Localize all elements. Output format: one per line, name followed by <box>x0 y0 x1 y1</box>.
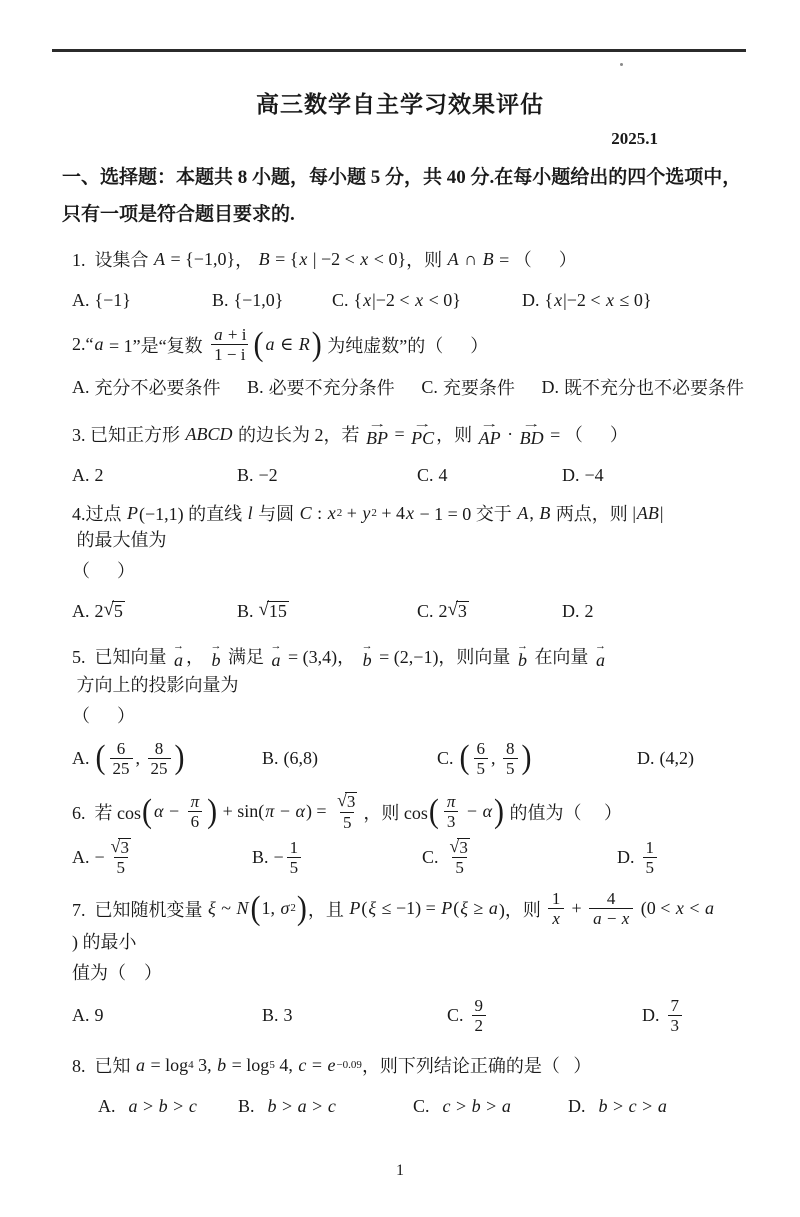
option-label: A. <box>72 376 90 397</box>
option-label: B. <box>247 376 264 397</box>
question-5-option-c: C. ( $\frac{6}{5}$ , $\frac{8}{5}$ ) <box>437 738 532 778</box>
option-label: C. <box>422 847 439 867</box>
question-2-option-b: B. 必要不充分条件 <box>247 376 395 399</box>
option-label: A. <box>72 289 90 310</box>
question-6-option-b: B. − $\frac{1}{5}$ <box>252 838 422 877</box>
question-6-option-c: C. √ 3 5 <box>422 835 468 878</box>
question-5-option-a: A. ( $\frac{6}{25}$ , $\frac{8}{25}$ ) <box>72 738 185 778</box>
question-7-option-a: A. 9 <box>72 1005 104 1026</box>
question-1-options <box>72 283 744 317</box>
option-label: A. <box>72 747 90 768</box>
option-label: B. <box>262 1005 279 1026</box>
question-3-stem-line-1: 3. 已知正方形 ABCD 的边长为 2，若 → BP = → PC ，则 → AP · → BD = （ ） <box>72 417 628 448</box>
section-header <box>62 159 742 233</box>
question-8-option-a: A. a > b > c <box>98 1095 197 1116</box>
question-1 <box>72 241 744 317</box>
question-6 <box>72 789 744 878</box>
option-label: C. <box>447 1005 464 1026</box>
question-8-option-b: B. b > a > c <box>238 1095 336 1116</box>
option-label: A. <box>72 1005 90 1026</box>
question-4-stem-line-1: 4.过点 P (−1,1) 的直线 l 与圆 C : x 2 + y 2 + 4 x − 1 = 0 交于 A , B 两点，则 | AB | 的最大值为 <box>72 502 664 551</box>
question-5-stem-line-1: 5. 已知向量 → a ， → b 满足 → a = (3,4)， → b = (2,−1)，则向量 → b 在向量 → a 方向上的投影向量为 <box>72 640 606 695</box>
option-label: A. <box>98 1095 116 1116</box>
question-5-options <box>72 739 744 778</box>
option-label: D. <box>522 289 540 310</box>
question-2-stem-line-1: 2.“ a = 1”是“复数 a + i 1 − i ( a ∈ R ) 为纯虚数”的（ ） <box>72 325 489 365</box>
exam-date: 2025.1 <box>611 129 658 148</box>
question-1-option-c: C. { x |−2 < x < 0 } <box>332 289 461 310</box>
section-header-line-1: 一、选择题：本题共 8 小题，每小题 5 分，共 40 分.在每小题给出的四个选项中， <box>62 167 742 188</box>
question-6-option-a: A. − √ 3 5 <box>72 835 129 878</box>
question-8-options <box>72 1089 744 1123</box>
question-1-option-a: A. {−1} <box>72 289 131 310</box>
question-1-stem-line-1: 1. 设集合 A = {−1,0} ， B = { x | −2 < x < 0 } ，则 A ∩ B = （ ） <box>72 248 577 270</box>
option-label: C. <box>437 747 454 768</box>
question-2-options <box>72 370 744 404</box>
option-label: D. <box>568 1095 586 1116</box>
question-1-option-b: B. {−1,0} <box>212 289 284 310</box>
option-label: C. <box>417 464 434 485</box>
question-8-option-d: D. b > c > a <box>568 1095 667 1116</box>
option-label: B. <box>262 747 279 768</box>
question-2 <box>72 325 744 404</box>
option-label: A. <box>72 464 90 485</box>
question-6-stem-line-1: 6. 若 cos ( α − $\frac{\pi}{6}$ ) + sin( π − α ) = √ 3 5 ，则 cos ( $\frac{\pi}{3}$ − α ) 的值为（ ） <box>72 789 623 832</box>
question-3-option-d: D. −4 <box>562 464 604 485</box>
option-label: D. <box>562 464 580 485</box>
option-label: B. <box>212 289 229 310</box>
page-title: 高三数学自主学习效果评估 <box>256 91 544 117</box>
question-3 <box>72 416 744 492</box>
question-1-option-d: D. { x |−2 < x ≤ 0 } <box>522 289 652 310</box>
question-7-options <box>72 996 744 1035</box>
question-5-option-b: B. (6,8) <box>262 747 319 768</box>
question-3-options <box>72 458 744 492</box>
question-6-options <box>72 835 744 878</box>
questions-list <box>72 241 744 1123</box>
question-8 <box>72 1047 744 1123</box>
question-5-option-d: D. (4,2) <box>637 747 694 768</box>
question-2-option-c: C. 充要条件 <box>421 376 515 399</box>
option-label: A. <box>72 600 90 621</box>
question-2-option-d: D. 既不充分也不必要条件 <box>541 376 744 399</box>
question-4-stem-line-2: （ ） <box>72 561 135 582</box>
stray-mark <box>620 63 623 66</box>
question-2-option-a: A. 充分不必要条件 <box>72 376 221 399</box>
question-7-stem-line-2: 值为（ ） <box>72 963 162 984</box>
question-4-option-a: A. 2 √ 5 <box>72 598 123 621</box>
option-label: D. <box>642 1005 660 1026</box>
option-label: B. <box>238 1095 255 1116</box>
question-4-option-c: C. 2 √ 3 <box>417 598 467 621</box>
question-7-stem-line-1: 7. 已知随机变量 ξ ~ N ( 1, σ 2 ) ，且 P ( ξ ≤ −1) = P ( ξ ≥ a )，则 $\frac{1}{x}$ + 4 a − x (0 < x < a ) 的最小 <box>72 889 715 953</box>
option-label: B. <box>252 847 269 867</box>
option-label: D. <box>637 747 655 768</box>
option-label: B. <box>237 464 254 485</box>
question-3-option-a: A. 2 <box>72 464 104 485</box>
question-4-option-d: D. 2 <box>562 600 594 621</box>
option-label: D. <box>562 600 580 621</box>
option-label: B. <box>237 600 254 621</box>
option-label: D. <box>617 847 635 867</box>
top-rule-divider <box>52 49 746 52</box>
option-label: A. <box>72 847 90 867</box>
section-header-line-2: 只有一项是符合题目要求的. <box>62 204 295 225</box>
question-7-option-d: D. $\frac{7}{3}$ <box>642 996 744 1035</box>
question-6-option-d: D. $\frac{1}{5}$ <box>617 838 744 877</box>
question-7-option-b: B. 3 <box>262 1005 293 1026</box>
question-4-options <box>72 594 744 628</box>
question-3-option-c: C. 4 <box>417 464 448 485</box>
option-label: D. <box>541 376 559 397</box>
question-4-option-b: B. √ 15 <box>237 598 287 621</box>
option-label: C. <box>417 600 434 621</box>
option-label: C. <box>332 289 349 310</box>
question-7 <box>72 889 744 1035</box>
question-8-stem-line-1: 8. 已知 a = log 4 3, b = log 5 4, c = e −0.09 ，则下列结论正确的是（ ） <box>72 1054 592 1077</box>
question-7-option-c: C. $\frac{9}{2}$ <box>447 996 642 1035</box>
question-4 <box>72 500 744 628</box>
question-5 <box>72 642 744 778</box>
question-5-stem-line-2: （ ） <box>72 705 135 726</box>
option-label: C. <box>421 376 438 397</box>
option-label: C. <box>413 1095 430 1116</box>
question-3-option-b: B. −2 <box>237 464 278 485</box>
question-8-option-c: C. c > b > a <box>413 1095 511 1116</box>
page-number: 1 <box>396 1162 404 1179</box>
